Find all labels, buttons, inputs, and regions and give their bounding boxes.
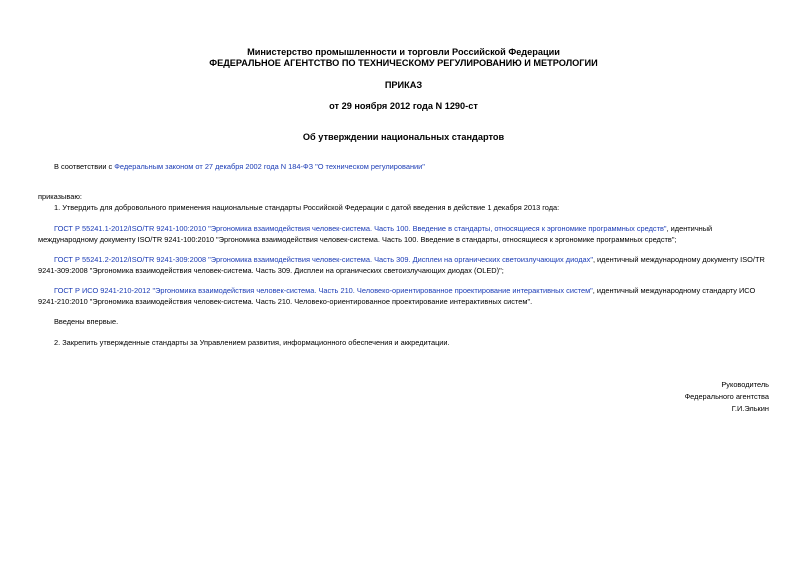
signature-name: Г.И.Элькин [731, 404, 769, 413]
item-1-text: 1. Утвердить для добровольного применения национальные стандарты Российской Федерации с датой введения в действие 1 декабря 2013 года: [54, 203, 560, 212]
signature-line-2: Федерального агентства [684, 392, 769, 401]
standard-link-2[interactable]: ГОСТ Р 55241.2-2012/ISO/TR 9241-309:2008 "Эргономика взаимодействия человек-система. Часть 309. Дисплеи на органических светоизлучающих диодах" [54, 255, 593, 264]
doc-subject: Об утверждении национальных стандартов [302, 132, 505, 142]
standard-desc-3: , идентичный международному стандарту ИСО 9241-210:2010 "Эргономика взаимодействия человек-система. Часть 210. Человеко-ориентированное проектирование интерактивных систем". [38, 286, 756, 306]
intro-prefix: В соответствии с [54, 162, 115, 171]
standard-link-1[interactable]: ГОСТ Р 55241.1-2012/ISO/TR 9241-100:2010 "Эргономика взаимодействия человек-система. Часть 100. Введение в стандарты, относящиеся к эргономике программных средств" [54, 224, 667, 233]
federal-law-link[interactable]: Федеральным законом от 27 декабря 2002 года N 184-ФЗ "О техническом регулировании" [114, 162, 425, 171]
agency-title: ФЕДЕРАЛЬНОЕ АГЕНТСТВО ПО ТЕХНИЧЕСКОМУ РЕГУЛИРОВАНИЮ И МЕТРОЛОГИИ [209, 58, 598, 68]
introduced-note: Введены впервые. [54, 317, 119, 326]
standard-item-1 [38, 224, 770, 245]
doc-type: ПРИКАЗ [384, 80, 423, 90]
standard-desc-1: , идентичный международному документу ISO/TR 9241-100:2010 "Эргономика взаимодействия человек-система. Часть 100. Введение в стандарты, относящиеся к эргономике программных средств"; [38, 224, 713, 244]
standard-link-3[interactable]: ГОСТ Р ИСО 9241-210-2012 "Эргономика взаимодействия человек-система. Часть 210. Человеко-ориентированное проектирование интерактивных систем" [54, 286, 593, 295]
standard-desc-2: , идентичный международному документу ISO/TR 9241-309:2008 "Эргономика взаимодействия человек-система. Часть 309. Дисплеи на органических светоизлучающих диодах (OLED)"; [38, 255, 765, 275]
signature-block [569, 379, 769, 415]
intro-paragraph [38, 162, 770, 173]
signature-line-1: Руководитель [721, 380, 769, 389]
standard-item-3 [38, 286, 770, 307]
doc-date-number: от 29 ноября 2012 года N 1290-ст [329, 101, 478, 111]
item-2-text: 2. Закрепить утвержденные стандарты за Управлением развития, информационного обеспечения и аккредитации. [54, 338, 450, 347]
order-word: приказываю: [38, 192, 82, 201]
standard-item-2 [38, 255, 770, 276]
ministry-title: Министерство промышленности и торговли Российской Федерации [247, 47, 560, 57]
